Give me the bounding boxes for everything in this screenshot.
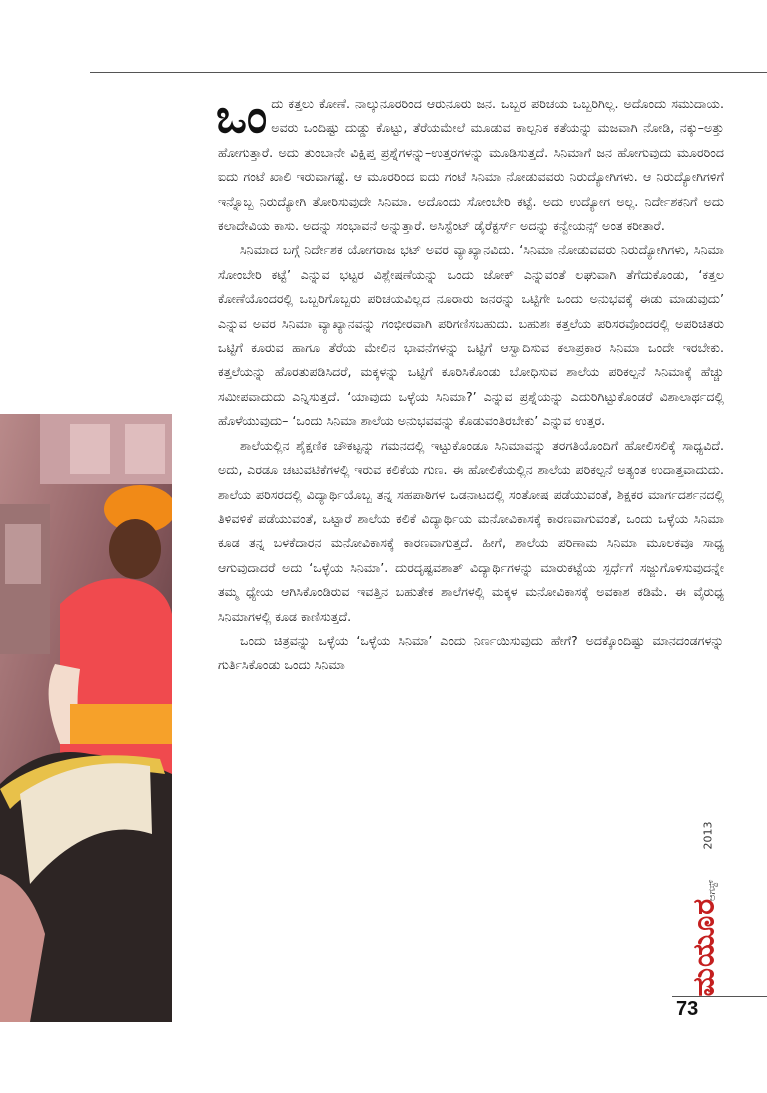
paragraph-text: ದು ಕತ್ತಲು ಕೋಣೆ. ನಾಲ್ಕುನೂರರಿಂದ ಆರುನೂರು ಜನ. ಒಬ್ಬರ ಪರಿಚಯ ಒಬ್ಬರಿಗಿಲ್ಲ. ಅದೊಂದು ಸಮುದಾಯ. ಅವರು ಒಂದಿಷ್ಟು ದುಡ್ಡು ಕೊಟ್ಟು, ತೆರೆಯಮೇಲೆ ಮೂಡುವ ಕಾಲ್ಪನಿಕ ಕತೆಯನ್ನು ಮಜವಾಗಿ ನೋಡಿ, ನಕ್ಕು–ಅತ್ತು ಹೋಗುತ್ತಾರೆ. ಅದು ತುಂಬಾನೇ ವಿಕ್ಷಿಪ್ತ ಪ್ರಶ್ನೆಗಳನ್ನು–ಉತ್ತರಗಳನ್ನು ಮೂಡಿಸುತ್ತದೆ. ಸಿನಿಮಾಗೆ ಜನ ಹೋಗುವುದು ಮೂರರಿಂದ ಐದು ಗಂಟೆ ಖಾಲಿ ಇರುವಾಗಷ್ಟೆ. ಆ ಮೂರರಿಂದ ಐದು ಗಂಟೆ ಸಿನಿಮಾ ನೋಡುವವರು ನಿರುದ್ಯೋಗಿಗಳು. ಆ ನಿರುದ್ಯೋಗಿಗಳಿಗೆ ಇನ್ನೊಬ್ಬ ನಿರುದ್ಯೋಗಿ ತೋರಿಸುವುದೇ ಸಿನಿಮಾ. ಅದೊಂದು ಸೋಂಬೇರಿ ಕಟ್ಟೆ. ಅದು ಉದ್ಯೋಗ ಅಲ್ಲ. ನಿರ್ದೇಶಕನಿಗೆ ಅದು ಕಲಾದೇವಿಯ ಕಾಸು. ಅದನ್ನು ಸಂಭಾವನೆ ಅನ್ನುತ್ತಾರೆ. ಅಸಿಸ್ಟೆಂಟ್ ಡೈರೆಕ್ಟರ್ಸ್ ಅದನ್ನು ಕನ್ವೇಯನ್ಸ್ ಅಂತ ಕರೀತಾರೆ.: [218, 96, 724, 234]
magazine-name: ಮಯೂರ: [686, 897, 722, 997]
article-paragraph: ಶಾಲೆಯಲ್ಲಿನ ಶೈಕ್ಷಣಿಕ ಚೌಕಟ್ಟನ್ನು ಗಮನದಲ್ಲಿ ಇಟ್ಟುಕೊಂಡೂ ಸಿನಿಮಾವನ್ನು ತರಗತಿಯೊಂದಿಗೆ ಹೋಲಿಸಲಿಕ್ಕೆ ಸಾಧ್ಯವಿದೆ. ಅದು, ಎರಡೂ ಚಟುವಟಿಕೆಗಳಲ್ಲಿ ಇರುವ ಕಲಿಕೆಯ ಗುಣ. ಈ ಹೋಲಿಕೆಯಲ್ಲಿನ ಶಾಲೆಯ ಪರಿಕಲ್ಪನೆ ಅತ್ಯಂತ ಉದಾತ್ತವಾದುದು. ಶಾಲೆಯ ಪರಿಸರದಲ್ಲಿ ವಿದ್ಯಾರ್ಥಿಯೊಬ್ಬ ತನ್ನ ಸಹಪಾಠಿಗಳ ಒಡನಾಟದಲ್ಲಿ ಸಂತೋಷ ಪಡೆಯುವಂತೆ, ಶಿಕ್ಷಕರ ಮಾರ್ಗದರ್ಶನದಲ್ಲಿ ತಿಳಿವಳಿಕೆ ಪಡೆಯುವಂತೆ, ಒಟ್ಟಾರೆ ಶಾಲೆಯ ಕಲಿಕೆ ವಿದ್ಯಾರ್ಥಿಯ ಮನೋವಿಕಾಸಕ್ಕೆ ಕಾರಣವಾಗುವಂತೆ, ಒಂದು ಒಳ್ಳೆಯ ಸಿನಿಮಾ ಕೂಡ ತನ್ನ ಬಳಕೆದಾರನ ಮನೋವಿಕಾಸಕ್ಕೆ ಕಾರಣವಾಗುತ್ತದೆ. ಹೀಗೆ, ಶಾಲೆಯ ಪರಿಣಾಮ ಸಿನಿಮಾ ಮೂಲಕವೂ ಸಾಧ್ಯ ಆಗುವುದಾದರೆ ಅದು ‘ಒಳ್ಳೆಯ ಸಿನಿಮಾ’. ದುರದೃಷ್ಟವಶಾತ್ ವಿದ್ಯಾರ್ಥಿಗಳನ್ನು ಮಾರುಕಟ್ಟೆಯ ಸ್ಪರ್ಧೆಗೆ ಸಜ್ಜುಗೊಳಿಸುವುದನ್ನೇ ತಮ್ಮ ಧ್ಯೇಯ ಆಗಿಸಿಕೊಂಡಿರುವ ಇವತ್ತಿನ ಬಹುತೇಕ ಶಾಲೆಗಳಲ್ಲಿ ಮಕ್ಕಳ ಮನೋವಿಕಾಸಕ್ಕೆ ಅವಕಾಶ ಕಡಿಮೆ. ಈ ವೈರುಧ್ಯ ಸಿನಿಮಾಗಳಲ್ಲಿ ಕೂಡ ಕಾಣಿಸುತ್ತದೆ.: [218, 437, 724, 624]
issue-month: ಆಗಸ್ಟ್: [707, 879, 719, 902]
top-divider: [90, 72, 767, 73]
dropcap: ಒಂ: [216, 89, 268, 143]
bottom-divider: [672, 996, 767, 997]
page-number: 73: [676, 998, 699, 1020]
magazine-side-title: [684, 815, 722, 997]
photo-person-turban-elephant-icon: [0, 414, 172, 1022]
article-photo: [0, 414, 172, 1022]
issue-year: 2013: [701, 821, 715, 850]
article-paragraph: ಒಂದು ಚಿತ್ರವನ್ನು ಒಳ್ಳೆಯ ‘ಒಳ್ಳೆಯ ಸಿನಿಮಾ’ ಎಂದು ನಿರ್ಣಯಿಸುವುದು ಹೇಗೆ? ಅದಕ್ಕೊಂದಿಷ್ಟು ಮಾನದಂಡಗಳನ್ನು ಗುರ್ತಿಸಿಕೊಂಡು ಒಂದು ಸಿನಿಮಾ: [218, 632, 724, 673]
article-body: [216, 89, 724, 678]
article-paragraph: ಸಿನಿಮಾದ ಬಗ್ಗೆ ನಿರ್ದೇಶಕ ಯೋಗರಾಜ ಭಟ್ ಅವರ ವ್ಯಾಖ್ಯಾನವಿದು. ‘ಸಿನಿಮಾ ನೋಡುವವರು ನಿರುದ್ಯೋಗಿಗಳು, ಸಿನಿಮಾ ಸೋಂಬೇರಿ ಕಟ್ಟೆ’ ಎನ್ನುವ ಭಟ್ಟರ ವಿಶ್ಲೇಷಣೆಯನ್ನು ಒಂದು ಜೋಕ್ ಎನ್ನುವಂತೆ ಲಘುವಾಗಿ ತೆಗೆದುಕೊಂಡು, ‘ಕತ್ತಲ ಕೋಣೆಯೊಂದರಲ್ಲಿ ಒಬ್ಬರಿಗೊಬ್ಬರು ಪರಿಚಯವಿಲ್ಲದ ನೂರಾರು ಜನರನ್ನು ಒಟ್ಟಿಗೇ ಒಂದು ಅನುಭವಕ್ಕೆ ಈಡು ಮಾಡುವುದು’ ಎನ್ನುವ ಅವರ ಸಿನಿಮಾ ವ್ಯಾಖ್ಯಾನವನ್ನು ಗಂಭೀರವಾಗಿ ಪರಿಗಣಿಸಬಹುದು. ಬಹುಶಃ ಕತ್ತಲೆಯ ಪರಿಸರವೊಂದರಲ್ಲಿ ಅಪರಿಚಿತರು ಒಟ್ಟಿಗೆ ಕೂರುವ ಹಾಗೂ ತೆರೆಯ ಮೇಲಿನ ಭಾವನೆಗಳನ್ನು ಒಟ್ಟಿಗೆ ಆಸ್ವಾದಿಸುವ ಕಲಾಪ್ರಕಾರ ಸಿನಿಮಾ ಒಂದೇ ಇರಬೇಕು. ಕತ್ತಲೆಯನ್ನು ಹೊರತುಪಡಿಸಿದರೆ, ಮಕ್ಕಳನ್ನು ಒಟ್ಟಿಗೆ ಕೂರಿಸಿಕೊಂಡು ಬೋಧಿಸುವ ಶಾಲೆಯ ಪರಿಕಲ್ಪನೆ ಸಿನಿಮಾಕ್ಕೆ ಹೆಚ್ಚು ಸಮೀಪವಾದುದು ಎನ್ನಿಸುತ್ತದೆ. ‘ಯಾವುದು ಒಳ್ಳೆಯ ಸಿನಿಮಾ?’ ಎನ್ನುವ ಪ್ರಶ್ನೆಯನ್ನು ಎದುರಿಗಿಟ್ಟುಕೊಂಡರೆ ವಿಶಾಲಾರ್ಥದಲ್ಲಿ ಹೊಳೆಯುವುದು– ‘ಒಂದು ಸಿನಿಮಾ ಶಾಲೆಯ ಅನುಭವವನ್ನು ಕೊಡುವಂತಿರಬೇಕು’ ಎನ್ನುವ ಉತ್ತರ.: [218, 242, 724, 429]
article-paragraph: [216, 89, 724, 238]
